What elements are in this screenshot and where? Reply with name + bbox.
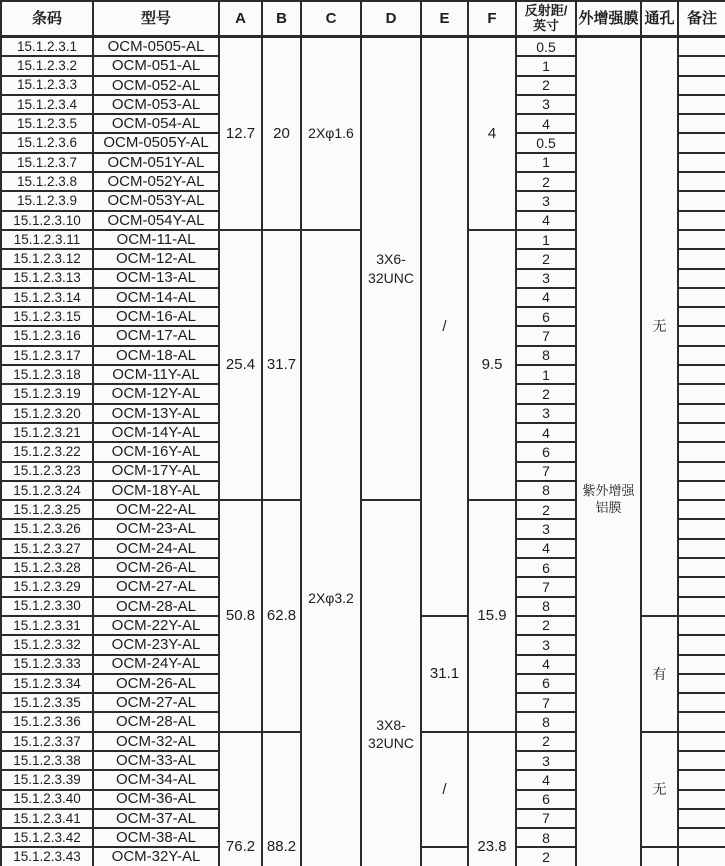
remark-cell [678, 37, 725, 56]
model-cell: OCM-37-AL [93, 809, 219, 828]
remark-cell [678, 847, 725, 866]
column-header-B: B [262, 1, 301, 37]
reflect-distance-cell: 7 [516, 809, 576, 828]
model-cell: OCM-24Y-AL [93, 655, 219, 674]
dim-b-cell: 88.2 [262, 732, 301, 866]
dim-a-cell: 76.2 [219, 732, 262, 866]
model-cell: OCM-11Y-AL [93, 365, 219, 384]
model-cell: OCM-052-AL [93, 76, 219, 95]
model-cell: OCM-053Y-AL [93, 191, 219, 210]
reflect-distance-cell: 4 [516, 655, 576, 674]
model-cell: OCM-32Y-AL [93, 847, 219, 866]
remark-cell [678, 828, 725, 847]
barcode-cell: 15.1.2.3.15 [1, 307, 93, 326]
model-cell: OCM-054Y-AL [93, 211, 219, 230]
dim-f-cell: 4 [468, 37, 516, 230]
model-cell: OCM-17Y-AL [93, 462, 219, 481]
model-cell: OCM-14Y-AL [93, 423, 219, 442]
barcode-cell: 15.1.2.3.6 [1, 133, 93, 152]
model-cell: OCM-052Y-AL [93, 172, 219, 191]
remark-cell [678, 462, 725, 481]
through-hole-cell: 无 [641, 37, 678, 616]
model-cell: OCM-22-AL [93, 500, 219, 519]
column-header-C: C [301, 1, 361, 37]
barcode-cell: 15.1.2.3.26 [1, 519, 93, 538]
barcode-cell: 15.1.2.3.8 [1, 172, 93, 191]
reflect-distance-cell: 2 [516, 384, 576, 403]
dim-e-cell: / [421, 732, 468, 848]
remark-cell [678, 635, 725, 654]
model-cell: OCM-26-AL [93, 558, 219, 577]
remark-cell [678, 384, 725, 403]
thread-cell: 3X8-32UNC [361, 500, 421, 866]
remark-cell [678, 693, 725, 712]
remark-cell [678, 133, 725, 152]
column-header-code: 条码 [1, 1, 93, 37]
reflect-distance-cell: 2 [516, 172, 576, 191]
reflect-distance-cell: 8 [516, 481, 576, 500]
remark-cell [678, 674, 725, 693]
dim-e-cell: / [421, 37, 468, 616]
model-cell: OCM-38-AL [93, 828, 219, 847]
barcode-cell: 15.1.2.3.41 [1, 809, 93, 828]
remark-cell [678, 269, 725, 288]
barcode-cell: 15.1.2.3.23 [1, 462, 93, 481]
model-cell: OCM-28-AL [93, 712, 219, 731]
model-cell: OCM-16Y-AL [93, 442, 219, 461]
reflect-distance-cell: 8 [516, 346, 576, 365]
remark-cell [678, 114, 725, 133]
model-cell: OCM-27-AL [93, 577, 219, 596]
barcode-cell: 15.1.2.3.33 [1, 655, 93, 674]
through-hole-cell: 无 [641, 732, 678, 848]
through-hole-cell: 有 [641, 616, 678, 732]
dim-b-cell: 62.8 [262, 500, 301, 732]
dim-a-cell: 50.8 [219, 500, 262, 732]
remark-cell [678, 597, 725, 616]
barcode-cell: 15.1.2.3.4 [1, 95, 93, 114]
model-cell: OCM-32-AL [93, 732, 219, 751]
remark-cell [678, 365, 725, 384]
reflect-distance-cell: 2 [516, 249, 576, 268]
reflect-distance-cell: 6 [516, 558, 576, 577]
model-cell: OCM-0505Y-AL [93, 133, 219, 152]
remark-cell [678, 153, 725, 172]
remark-cell [678, 558, 725, 577]
remark-cell [678, 211, 725, 230]
model-cell: OCM-051Y-AL [93, 153, 219, 172]
reflect-distance-cell: 3 [516, 635, 576, 654]
model-cell: OCM-23-AL [93, 519, 219, 538]
reflect-distance-cell: 4 [516, 288, 576, 307]
barcode-cell: 15.1.2.3.21 [1, 423, 93, 442]
model-cell: OCM-13-AL [93, 269, 219, 288]
column-header-E: E [421, 1, 468, 37]
remark-cell [678, 616, 725, 635]
reflect-distance-cell: 8 [516, 828, 576, 847]
reflect-distance-cell: 1 [516, 153, 576, 172]
reflect-distance-cell: 1 [516, 56, 576, 75]
remark-cell [678, 326, 725, 345]
reflect-distance-cell: 3 [516, 404, 576, 423]
reflect-distance-cell: 3 [516, 751, 576, 770]
model-cell: OCM-12-AL [93, 249, 219, 268]
model-cell: OCM-17-AL [93, 326, 219, 345]
dim-e-cell [421, 847, 468, 866]
dim-f-cell: 9.5 [468, 230, 516, 500]
reflect-distance-cell: 6 [516, 307, 576, 326]
barcode-cell: 15.1.2.3.7 [1, 153, 93, 172]
thread-cell: 3X6-32UNC [361, 37, 421, 500]
remark-cell [678, 307, 725, 326]
barcode-cell: 15.1.2.3.30 [1, 597, 93, 616]
reflect-distance-cell: 4 [516, 539, 576, 558]
remark-cell [678, 577, 725, 596]
reflect-distance-cell: 2 [516, 732, 576, 751]
model-cell: OCM-26-AL [93, 674, 219, 693]
model-cell: OCM-12Y-AL [93, 384, 219, 403]
barcode-cell: 15.1.2.3.43 [1, 847, 93, 866]
reflect-distance-cell: 0.5 [516, 37, 576, 56]
remark-cell [678, 346, 725, 365]
reflect-distance-cell: 2 [516, 500, 576, 519]
remark-cell [678, 230, 725, 249]
dim-f-cell: 23.8 [468, 732, 516, 866]
remark-cell [678, 442, 725, 461]
barcode-cell: 15.1.2.3.9 [1, 191, 93, 210]
reflect-distance-cell: 2 [516, 616, 576, 635]
barcode-cell: 15.1.2.3.31 [1, 616, 93, 635]
remark-cell [678, 770, 725, 789]
barcode-cell: 15.1.2.3.10 [1, 211, 93, 230]
barcode-cell: 15.1.2.3.1 [1, 37, 93, 56]
column-header-note: 备注 [678, 1, 725, 37]
remark-cell [678, 423, 725, 442]
reflect-distance-cell: 1 [516, 230, 576, 249]
column-header-reflect: 反射距/英寸 [516, 1, 576, 37]
barcode-cell: 15.1.2.3.42 [1, 828, 93, 847]
model-cell: OCM-24-AL [93, 539, 219, 558]
barcode-cell: 15.1.2.3.32 [1, 635, 93, 654]
barcode-cell: 15.1.2.3.18 [1, 365, 93, 384]
barcode-cell: 15.1.2.3.29 [1, 577, 93, 596]
barcode-cell: 15.1.2.3.27 [1, 539, 93, 558]
barcode-cell: 15.1.2.3.34 [1, 674, 93, 693]
column-header-A: A [219, 1, 262, 37]
remark-cell [678, 809, 725, 828]
model-cell: OCM-14-AL [93, 288, 219, 307]
remark-cell [678, 172, 725, 191]
column-header-F: F [468, 1, 516, 37]
dim-e-cell: 31.1 [421, 616, 468, 732]
remark-cell [678, 519, 725, 538]
reflect-distance-cell: 4 [516, 211, 576, 230]
dim-f-cell: 15.9 [468, 500, 516, 732]
reflect-distance-cell: 1 [516, 365, 576, 384]
model-cell: OCM-16-AL [93, 307, 219, 326]
reflect-distance-cell: 2 [516, 76, 576, 95]
through-hole-cell [641, 847, 678, 866]
remark-cell [678, 790, 725, 809]
model-cell: OCM-27-AL [93, 693, 219, 712]
dim-c-cell: 2Xφ1.6 [301, 37, 361, 230]
reflect-distance-cell: 3 [516, 191, 576, 210]
remark-cell [678, 751, 725, 770]
reflect-distance-cell: 6 [516, 790, 576, 809]
remark-cell [678, 249, 725, 268]
barcode-cell: 15.1.2.3.37 [1, 732, 93, 751]
model-cell: OCM-054-AL [93, 114, 219, 133]
dim-a-cell: 12.7 [219, 37, 262, 230]
barcode-cell: 15.1.2.3.35 [1, 693, 93, 712]
reflect-distance-cell: 7 [516, 693, 576, 712]
barcode-cell: 15.1.2.3.12 [1, 249, 93, 268]
reflect-distance-cell: 6 [516, 442, 576, 461]
reflect-distance-cell: 8 [516, 597, 576, 616]
remark-cell [678, 191, 725, 210]
column-header-D: D [361, 1, 421, 37]
barcode-cell: 15.1.2.3.36 [1, 712, 93, 731]
remark-cell [678, 56, 725, 75]
model-cell: OCM-051-AL [93, 56, 219, 75]
reflect-distance-cell: 7 [516, 577, 576, 596]
barcode-cell: 15.1.2.3.20 [1, 404, 93, 423]
reflect-distance-cell: 0.5 [516, 133, 576, 152]
reflect-distance-cell: 4 [516, 423, 576, 442]
barcode-cell: 15.1.2.3.3 [1, 76, 93, 95]
remark-cell [678, 655, 725, 674]
remark-cell [678, 76, 725, 95]
barcode-cell: 15.1.2.3.38 [1, 751, 93, 770]
reflect-distance-cell: 4 [516, 114, 576, 133]
barcode-cell: 15.1.2.3.40 [1, 790, 93, 809]
remark-cell [678, 481, 725, 500]
remark-cell [678, 500, 725, 519]
dim-c-cell: 2Xφ3.2 [301, 230, 361, 866]
reflect-distance-cell: 4 [516, 770, 576, 789]
model-cell: OCM-18-AL [93, 346, 219, 365]
column-header-model: 型号 [93, 1, 219, 37]
model-cell: OCM-18Y-AL [93, 481, 219, 500]
barcode-cell: 15.1.2.3.13 [1, 269, 93, 288]
barcode-cell: 15.1.2.3.2 [1, 56, 93, 75]
model-cell: OCM-34-AL [93, 770, 219, 789]
remark-cell [678, 95, 725, 114]
reflect-distance-cell: 8 [516, 712, 576, 731]
reflect-distance-cell: 2 [516, 847, 576, 866]
barcode-cell: 15.1.2.3.11 [1, 230, 93, 249]
model-cell: OCM-33-AL [93, 751, 219, 770]
remark-cell [678, 712, 725, 731]
reflect-distance-cell: 6 [516, 674, 576, 693]
barcode-cell: 15.1.2.3.22 [1, 442, 93, 461]
barcode-cell: 15.1.2.3.28 [1, 558, 93, 577]
reflect-distance-cell: 3 [516, 269, 576, 288]
remark-cell [678, 539, 725, 558]
reflect-distance-cell: 3 [516, 95, 576, 114]
dim-b-cell: 20 [262, 37, 301, 230]
remark-cell [678, 404, 725, 423]
reflect-distance-cell: 7 [516, 462, 576, 481]
column-header-hole: 通孔 [641, 1, 678, 37]
remark-cell [678, 732, 725, 751]
barcode-cell: 15.1.2.3.16 [1, 326, 93, 345]
reflect-distance-cell: 3 [516, 519, 576, 538]
model-cell: OCM-28-AL [93, 597, 219, 616]
model-cell: OCM-22Y-AL [93, 616, 219, 635]
barcode-cell: 15.1.2.3.19 [1, 384, 93, 403]
dim-b-cell: 31.7 [262, 230, 301, 500]
dim-a-cell: 25.4 [219, 230, 262, 500]
model-cell: OCM-053-AL [93, 95, 219, 114]
barcode-cell: 15.1.2.3.39 [1, 770, 93, 789]
model-cell: OCM-23Y-AL [93, 635, 219, 654]
barcode-cell: 15.1.2.3.14 [1, 288, 93, 307]
barcode-cell: 15.1.2.3.5 [1, 114, 93, 133]
reflect-distance-cell: 7 [516, 326, 576, 345]
barcode-cell: 15.1.2.3.17 [1, 346, 93, 365]
model-cell: OCM-36-AL [93, 790, 219, 809]
barcode-cell: 15.1.2.3.24 [1, 481, 93, 500]
remark-cell [678, 288, 725, 307]
model-cell: OCM-11-AL [93, 230, 219, 249]
coating-cell: 紫外增强铝膜 [576, 37, 641, 866]
column-header-film: 外增强膜 [576, 1, 641, 37]
model-cell: OCM-13Y-AL [93, 404, 219, 423]
barcode-cell: 15.1.2.3.25 [1, 500, 93, 519]
model-cell: OCM-0505-AL [93, 37, 219, 56]
